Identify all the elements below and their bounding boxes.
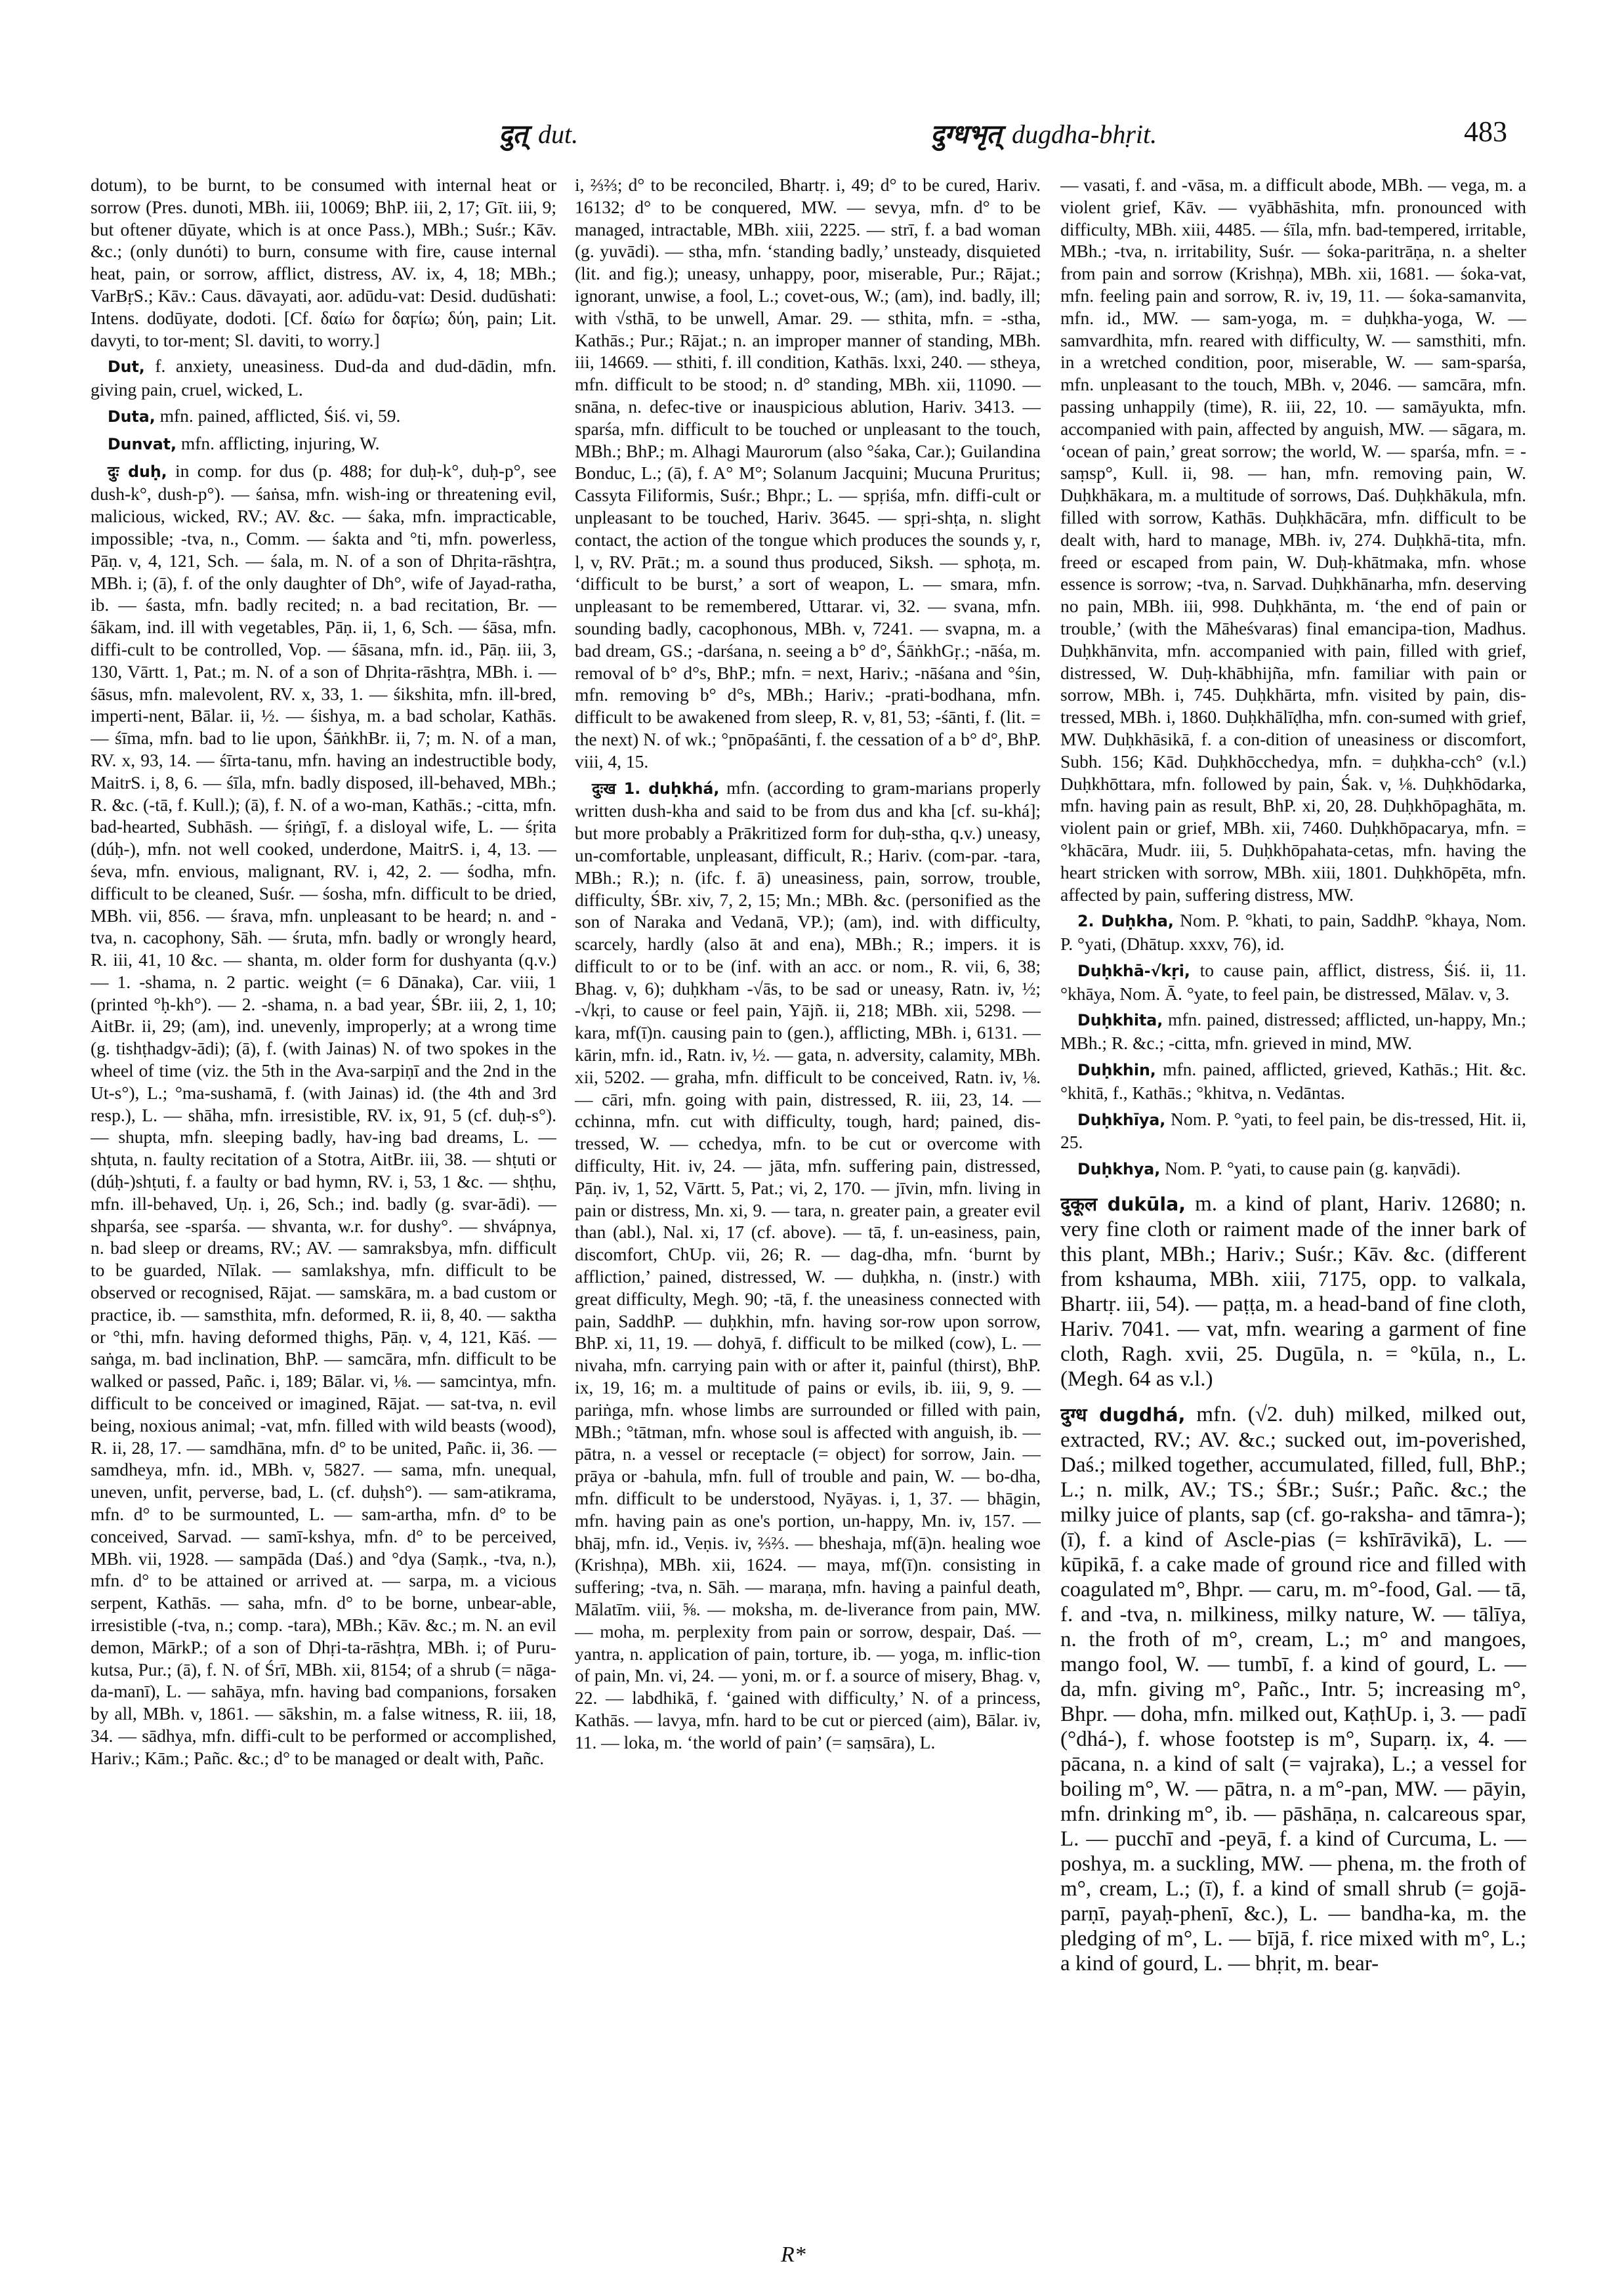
dictionary-columns	[91, 174, 1528, 2188]
dictionary-entry	[1060, 1157, 1526, 1181]
entry-definition: m. a kind of plant, Hariv. 12680; n. very fine cloth or raiment made of the inner bark of this plant, MBh.; Hariv.; Suśr.; Kāv. &c. (different from kshauma, MBh. xiii, 7175, opp. to valkala, Bhartṛ. iii, 54). — paṭṭa, m. a head-band of fine cloth, Hariv. 7041. — vat, mfn. wearing a garment of fine cloth, Ragh. xvii, 25. Dugūla, n. = °kūla, n., L. (Megh. 64 as v.l.)	[1060, 1192, 1526, 1392]
dictionary-entry	[1060, 1008, 1526, 1054]
entry-definition: mfn. pained, afflicted, Śiś. vi, 59.	[159, 405, 401, 426]
entry-definition: in comp. for dus (p. 488; for duḥ-k°, duḥ-p°, see dush-k°, dush-p°). — śaṅsa, mfn. wish-ing or threatening evil, malicious, wicked, RV.; AV. &c. — śaka, mfn. impracticable, impossible; -tva, n., Comm. — śakta and °ti, mfn. powerless, Pāṇ. v, 4, 121, Sch. — śala, m. N. of a son of Dhṛita-rāshṭra, MBh. i; (ā), f. of the only daughter of Dh°, wife of Jayad-ratha, ib. — śasta, mfn. badly recited; n. a bad recitation, Br. — śākam, ind. ill with vegetables, Pāṇ. ii, 1, 6, Sch. — śāsa, mfn. diffi-cult to be controlled, Vop. — śāsana, mfn. id., Pāṇ. iii, 3, 130, Vārtt. 1, Pat.; m. N. of a son of Dhṛita-rāshṭra, MBh. i. — śāsus, mfn. malevolent, RV. x, 33, 1. — śikshita, mfn. ill-bred, imperti-nent, Bālar. ii, ½. — śishya, m. a bad scholar, Kathās. — śīma, mfn. bad to lie upon, ŚāṅkhBr. ii, 7; m. N. of a man, RV. x, 93, 14. — śīrta-tanu, mfn. having an indestructible body, MaitrS. i, 8, 6. — śīla, mfn. badly disposed, ill-behaved, MBh.; R. &c. (-tā, f. Kull.); (ā), f. N. of a wo-man, Kathās.; -citta, mfn. bad-hearted, Subhāsh. — śṛiṅgī, f. a disloyal wife, L. — śṛita (dúḥ-), mfn. not well cooked, underdone, MaitrS. i, 4, 13. — śeva, mfn. envious, malignant, RV. i, 42, 2. — śodha, mfn. difficult to be cleaned, Suśr. — śosha, mfn. difficult to be dried, MBh. vii, 856. — śrava, mfn. unpleasant to be heard; n. and -tva, n. cacophony, Sāh. — śruta, mfn. badly or wrongly heard, R. iii, 41, 10 &c. — shanta, m. older form for dushyanta (q.v.) — 1. -shama, n. 2 partic. weight (= 6 Dānaka), Car. viii, 1 (printed °ḥ-kh°). — 2. -shama, n. a bad year, ŚBr. iii, 2, 1, 10; AitBr. ii, 29; (am), ind. unevenly, improperly; at a wrong time (g. tishṭhadgv-ādi); (ā), f. (with Jainas) N. of two spokes in the wheel of time (viz. the 5th in the Ava-sarpiṇī and the 2nd in the Ut-s°), L.; °ma-sushamā, f. (with Jainas) id. (the 4th and 3rd resp.), L. — shāha, mfn. irresistible, RV. ix, 91, 5 (cf. duḥ-s°). — shupta, mfn. sleeping badly, hav-ing bad dreams, L. — shṭuta, n. faulty recitation of a Stotra, AitBr. iii, 38. — shṭuti or (dúḥ-)shṭuti, f. a faulty or bad hymn, RV. i, 53, 1 &c. — shṭhu, mfn. ill-behaved, Uṇ. i, 26, Sch.; ind. badly (g. svar-ādi). — shparśa, see -sparśa. — shvanta, w.r. for dushy°. — shvápnya, n. bad sleep or dreams, RV.; AV. — samraksbya, mfn. difficult to be guarded, Nīlak. — samlakshya, mfn. difficult to be observed or recognised, Rājat. — samskāra, m. a bad custom or practice, ib. — samsthita, mfn. deformed, R. ii, 8, 40. — saktha or °thi, mfn. having deformed thighs, Pāṇ. v, 4, 121, Kāś. — saṅga, m. bad inclination, BhP. — samcāra, mfn. difficult to be walked or passed, Pañc. i, 189; Bālar. vi, ⅛. — samcintya, mfn. difficult to be conceived or imagined, Rājat. — sat-tva, n. evil being, noxious animal; -vat, mfn. filled with wild beasts (wood), R. ii, 28, 17. — samdhāna, mfn. d° to be united, Pañc. ii, 36. — samdheya, mfn. id., MBh. v, 5827. — sama, mfn. unequal, uneven, unfit, perverse, bad, L. (cf. duḥsh°). — sam-atikrama, mfn. d° to be surmounted, L. — sam-artha, mfn. d° to be conceived, Sarvad. — samī-kshya, mfn. d° to be perceived, MBh. vii, 1928. — sampāda (Daś.) and °dya (Saṃk., -tva, n.), mfn. d° to be attained or arrived at. — sarpa, m. a vicious serpent, Kathās. — saha, mfn. d° to be borne, unbear-able, irresistible (-tva, n.; comp. -tara), MBh.; Kāv. &c.; m. N. an evil demon, MārkP.; of a son of Dhṛi-ta-rāshṭra, MBh. i; of Puru-kutsa, Pur.; (ā), f. N. of Śrī, MBh. xii, 8154; of a shrub (= nāga-da-manī), L. — sahāya, mfn. having bad companions, forsaken by all, MBh. v, 1861. — sākshin, m. a false witness, R. iii, 18, 34. — sādhya, mfn. diffi-cult to be performed or accomplished, Hariv.; Kām.; Pañc. &c.; d° to be managed or dealt with, Pañc.	[91, 460, 556, 1768]
dictionary-entry	[1060, 959, 1526, 1005]
entry-headword: Duḥkhīya,	[1077, 1110, 1166, 1129]
entry-definition: to cause pain, afflict, distress, Śiś. ii, 11. °khāya, Nom. Ā. °yate, to feel pain, be distressed, Mālav. v, 3.	[1060, 959, 1526, 1004]
entry-headword: Dut,	[108, 358, 145, 377]
entry-headword: 2. Duḥkha,	[1077, 912, 1174, 931]
dictionary-entry	[91, 174, 556, 351]
entry-definition: mfn. afflicting, injuring, W.	[180, 432, 380, 453]
dictionary-entry	[1060, 174, 1526, 905]
entry-headword: दुः duḥ,	[108, 462, 167, 481]
dictionary-entry	[91, 405, 556, 428]
dictionary-entry	[91, 432, 556, 456]
entry-headword: दुग्ध dugdhá,	[1060, 1404, 1186, 1426]
dictionary-entry	[1060, 1058, 1526, 1104]
signature-mark: R*	[781, 2243, 806, 2267]
entry-headword: Duḥkhita,	[1077, 1011, 1163, 1030]
entry-definition: Nom. P. °khati, to pain, SaddhP. °khaya, Nom. P. °yati, (Dhātup. xxxv, 76), id.	[1060, 910, 1526, 955]
entry-definition: mfn. pained, distressed; afflicted, un-happy, Mn.; MBh.; R. &c.; -citta, mfn. grieved in mind, MW.	[1060, 1009, 1526, 1054]
entry-definition: mfn. (√2. duh) milked, milked out, extracted, RV.; AV. &c.; sucked out, im-poverished, Daś.; milked together, accumulated, filled, full, BhP.; L.; n. milk, AV.; TS.; ŚBr.; Suśr.; Pañc. &c.; the milky juice of plants, sap (cf. go-raksha- and tāmra-); (ī), f. a kind of Ascle-pias (= kshīrāvikā), L. — kūpikā, f. a cake made of ground rice and filled with coagulated m°, Bhpr. — caru, m. m°-food, Gal. — tā, f. and -tva, n. milkiness, milky nature, W. — tālīya, n. the froth of m°, cream, L.; m° and mangoes, mango fool, W. — tumbī, f. a kind of gourd, L. — da, mfn. giving m°, Pañc., Intr. 5; increasing m°, Bhpr. — doha, mfn. milked out, KaṭhUp. i, 3. — padī (°dhá-), f. whose footstep is m°, Suparṇ. ix, 4. — pācana, n. a kind of salt (= vajraka), L.; a vessel for boiling m°, W. — pātra, n. a m°-pan, MW. — pāyin, mfn. drinking m°, ib. — pāshāṇa, n. calcareous spar, L. — pucchī and -peyā, f. a kind of Curcuma, L. — poshya, m. a suckling, MW. — phena, m. the froth of m°, cream, L.; (ī), f. a kind of small shrub (= gojā-parṇī, payaḥ-phenī, &c.), L. — bandha-ka, m. the pledging of m°, L. — bījā, f. rice mixed with m°, L.; a kind of gourd, L. — bhṛit, m. bear-	[1060, 1403, 1526, 1976]
entry-definition: i, ⅔⅔; d° to be reconciled, Bhartṛ. i, 49; d° to be cured, Hariv. 16132; d° to be conquered, MW. — sevya, mfn. d° to be managed, intractable, MBh. xiii, 2225. — strī, f. a bad woman (g. yuvādi). — stha, mfn. ‘standing badly,’ unsteady, disquieted (lit. and fig.); uneasy, unhappy, poor, miserable, Pur.; Rājat.; ignorant, unwise, a fool, L.; covet-ous, W.; (am), ind. badly, ill; with √sthā, to be unwell, Amar. 29. — sthita, mfn. = -stha, Kathās.; Pur.; Rājat.; n. an improper manner of standing, MBh. iii, 14669. — sthiti, f. ill condition, Kathās. lxxi, 240. — stheya, mfn. difficult to be stood; n. d° standing, MBh. xii, 11090. — snāna, n. defec-tive or inauspicious ablution, Hariv. 3413. — sparśa, mfn. difficult to be touched or unpleasant to the touch, MBh.; BhP.; m. Alhagi Maurorum (also °śaka, Car.); Guilandina Bonduc, L.; (ā), f. A° M°; Solanum Jacquini; Mucuna Pruritus; Cassyta Filiformis, Suśr.; Bhpr.; L. — spṛiśa, mfn. diffi-cult or unpleasant to be touched, Hariv. 3645. — spṛi-shṭa, n. slight contact, the action of the tongue which produces the sounds y, r, l, v, RV. Prāt.; m. a sound thus produced, Siksh. — sphoṭa, m. ‘difficult to be burst,’ a sort of weapon, L. — smara, mfn. unpleasant to be remembered, Uttarar. vi, 32. — svana, mfn. sounding badly, cacophonous, MBh. v, 7241. — svapna, m. a bad dream, GS.; -darśana, n. seeing a b° d°, ŚāṅkhGṛ.; -nāśa, m. removal of b° d°s, BhP.; mfn. = next, Hariv.; -nāśana and °śin, mfn. removing b° d°s, MBh.; Hariv.; -prati-bodhana, mfn. difficult to be awakened from sleep, R. v, 81, 53; -śānti, f. (lit. = the next) N. of wk.; °pnōpaśānti, f. the cessation of a b° d°, BhP. viii, 4, 15.	[575, 175, 1041, 772]
page-number: 483	[1464, 115, 1507, 148]
dictionary-entry	[1060, 909, 1526, 955]
entry-definition: dotum), to be burnt, to be consumed with internal heat or sorrow (Pres. dunoti, MBh. iii, 10069; BhP. iii, 2, 17; Gīt. iii, 9; but oftener dūyate, which is at once Pass.), MBh.; Suśr.; Kāv. &c.; (only dunóti) to burn, consume with fire, cause internal heat, pain, or sorrow, afflict, distress, AV. ix, 4, 18; MBh.; VarBṛS.; Kāv.: Caus. dāvayati, aor. adūdu-vat: Desid. dudūshati: Intens. dodūyate, dodoti. [Cf. δαίω for δαϝίω; δύη, pain; Lit. davyti, to tor-ment; Sl. daviti, to worry.]	[91, 175, 556, 350]
entry-headword: दुकूल dukūla,	[1060, 1193, 1186, 1216]
right-head-devanagari: दुग्धभृत्	[930, 119, 1001, 150]
left-head-devanagari: दुत्	[499, 119, 528, 150]
page-header	[0, 115, 1624, 161]
entry-definition: mfn. (according to gram-marians properly written dush-kha and said to be from dus and kha [cf. su-khá]; but more probably a Prākritized form for duḥ-stha, q.v.) uneasy, un-comfortable, unpleasant, difficult, R.; Hariv. (com-par. -tara, MBh.; R.); n. (ifc. f. ā) uneasiness, pain, sorrow, trouble, difficulty, ŚBr. xiv, 7, 2, 15; Mn.; MBh. &c. (personified as the son of Naraka and Vedanā, VP.); (am), ind. with difficulty, scarcely, hardly (also āt and ena), MBh.; R.; impers. it is difficult to or to be (inf. with an acc. or nom., R. vii, 6, 38; Bhag. v, 6); duḥkham -√ās, to be sad or uneasy, Ratn. iv, ½; -√kṛi, to cause or feel pain, Yājñ. ii, 218; MBh. xii, 5298. — kara, mf(ī)n. causing pain to (gen.), afflicting, MBh. i, 6131. — kārin, mfn. id., Ratn. iv, ½. — gata, n. adversity, calamity, MBh. xii, 5202. — graha, mfn. difficult to be conceived, Ratn. iv, ⅛. — cāri, mfn. going with pain, distressed, R. iii, 23, 14. — cchinna, mfn. cut with difficulty, tough, hard; pained, dis-tressed, W. — cchedya, mfn. to be cut or overcome with difficulty, Hit. iv, 24. — jāta, mfn. suffering pain, distressed, Pāṇ. iv, 1, 52, Vārtt. 5, Pat.; vi, 2, 170. — jīvin, mfn. living in pain or distress, Mn. xi, 9. — tara, n. greater pain, a greater evil than (abl.), Nal. xi, 17 (cf. above). — tā, f. un-easiness, pain, discomfort, ChUp. vii, 26; R. — dag-dha, mfn. ‘burnt by affliction,’ pained, distressed, W. — duḥkha, n. (instr.) with great difficulty, Megh. 90; -tā, f. the uneasiness connected with pain, SaddhP. — duḥkhin, mfn. having sor-row upon sorrow, BhP. xi, 11, 19. — dohyā, f. difficult to be milked (cow), L. — nivaha, mfn. carrying pain with or after it, painful (thirst), BhP. ix, 19, 16; m. a multitude of pains or evils, ib. iii, 9, 9. — pariṅga, mfn. whose limbs are surrounded or filled with pain, MBh.; °tātman, mfn. whose soul is affected with anguish, ib. — pātra, n. a vessel or receptacle (= object) for sorrow, Jain. — prāya or -bahula, mfn. full of trouble and pain, W. — bo-dha, mfn. difficult to be understood, Nyāyas. i, 1, 37. — bhāgin, mfn. having pain as one's portion, un-happy, Mn. iv, 157. — bhāj, mfn. id., Veṇis. iv, ⅔⅔. — bheshaja, mf(ā)n. healing woe (Krishṇa), MBh. xii, 1624. — maya, mf(ī)n. consisting in suffering; -tva, n. Sāh. — maraṇa, mfn. having a painful death, Mālatīm. viii, ⅝. — moksha, m. de-liverance from pain, MW. — moha, m. perplexity from pain or sorrow, despair, Daś. — yantra, n. application of pain, torture, ib. — yoga, m. inflic-tion of pain, Mn. vi, 24. — yoni, m. or f. a source of misery, Bhag. v, 22. — labdhikā, f. ‘gained with difficulty,’ N. of a princess, Kathās. — lavya, mfn. hard to be cut or pierced (aim), Bālar. iv, 11. — loka, m. ‘the world of pain’ (= saṃsāra), L.	[575, 777, 1041, 1752]
entry-definition: Nom. P. °yati, to feel pain, be dis-tressed, Hit. ii, 25.	[1060, 1108, 1526, 1153]
dictionary-entry	[575, 174, 1041, 773]
entry-headword: दुःख 1. duḥkhá,	[592, 779, 720, 798]
entry-headword: Duḥkhin,	[1077, 1061, 1156, 1080]
entry-definition: mfn. pained, afflicted, grieved, Kathās.; Hit. &c. °khitā, f., Kathās.; °khitva, n. Vedāntas.	[1060, 1059, 1526, 1103]
column-right	[1060, 174, 1526, 2188]
dictionary-entry	[1060, 1191, 1526, 1392]
entry-definition: — vasati, f. and -vāsa, m. a difficult abode, MBh. — vega, m. a violent grief, Kāv. — vyābhāshita, mfn. pronounced with difficulty, MBh. xiii, 4485. — śīla, mfn. bad-tempered, irritable, MBh.; -tva, n. irritability, Suśr. — śoka-paritrāṇa, n. a shelter from pain and sorrow (Krishṇa), MBh. xii, 1681. — śoka-vat, mfn. feeling pain and sorrow, R. iv, 19, 11. — śoka-samanvita, mfn. id., MW. — sam-yoga, m. = duḥkha-yoga, W. — samvardhita, mfn. reared with difficulty, W. — samsthiti, mfn. in a wretched condition, poor, miserable, W. — sam-sparśa, mfn. unpleasant to the touch, MBh. v, 2046. — samcāra, mfn. passing unhappily (time), R. iii, 22, 10. — samāyukta, mfn. accompanied with pain, affected by anguish, MW. — sāgara, m. ‘ocean of pain,’ great sorrow; the world, W. — sparśa, mfn. = -saṃsp°, Kull. ii, 98. — han, mfn. removing pain, W. Duḥkhākara, m. a multitude of sorrows, Daś. Duḥkhākula, mfn. filled with sorrow, Kathās. Duḥkhācāra, mfn. difficult to be dealt with, hard to manage, MBh. iv, 274. Duḥkhā-tita, mfn. freed or escaped from pain, W. Duḥ-khātmaka, mfn. whose essence is sorrow; -tva, n. Sarvad. Duḥkhānarha, mfn. deserving no pain, MBh. iii, 998. Duḥkhānta, m. ‘the end of pain or trouble,’ (with the Māheśvaras) final emancipa-tion, Madhus. Duḥkhānvita, mfn. accompanied with pain, filled with grief, distressed, W. Duḥ-khābhijña, mfn. familiar with pain or sorrow, MBh. i, 745. Duḥkhārta, mfn. visited by pain, dis-tressed, MBh. i, 1860. Duḥkhālīḍha, mfn. con-sumed with grief, MW. Duḥkhāsikā, f. a con-dition of uneasiness or discomfort, Subh. 156; Kād. Duḥkhōcchedya, mfn. = duḥkha-cch° (v.l.) Duḥkhōttara, mfn. followed by pain, Śak. v, ⅛. Duḥkhōdarka, mfn. having pain as result, BhP. xi, 20, 28. Duḥkhōpaghāta, m. violent pain or grief, MBh. xii, 7460. Duḥkhōpacarya, mfn. = °khācāra, Mudr. iii, 5. Duḥkhōpahata-cetas, mfn. having the heart stricken with sorrow, MBh. xiii, 1801. Duḥkhōpēta, mfn. affected by pain, suffering distress, MW.	[1060, 175, 1526, 905]
entry-headword: Dunvat,	[108, 434, 177, 453]
entry-headword: Duḥkhā-√kṛi,	[1077, 961, 1190, 980]
dictionary-entry	[575, 777, 1041, 1754]
dictionary-entry	[91, 460, 556, 1769]
entry-definition: Nom. P. °yati, to cause pain (g. kaṇvādi).	[1165, 1158, 1461, 1179]
dictionary-entry	[91, 355, 556, 401]
dictionary-entry	[1060, 1402, 1526, 1976]
dictionary-entry	[1060, 1108, 1526, 1154]
left-head-translit: dut.	[538, 119, 579, 149]
entry-headword: Duta,	[108, 407, 156, 426]
right-head-translit: dugdha-bhṛit.	[1012, 119, 1157, 149]
column-left	[91, 174, 556, 2188]
entry-headword: Duḥkhya,	[1077, 1160, 1161, 1179]
right-running-head	[930, 115, 1157, 151]
entry-definition: f. anxiety, uneasiness. Dud-da and dud-dādin, mfn. giving pain, cruel, wicked, L.	[91, 356, 556, 400]
left-running-head	[499, 115, 578, 151]
column-middle	[575, 174, 1041, 2188]
